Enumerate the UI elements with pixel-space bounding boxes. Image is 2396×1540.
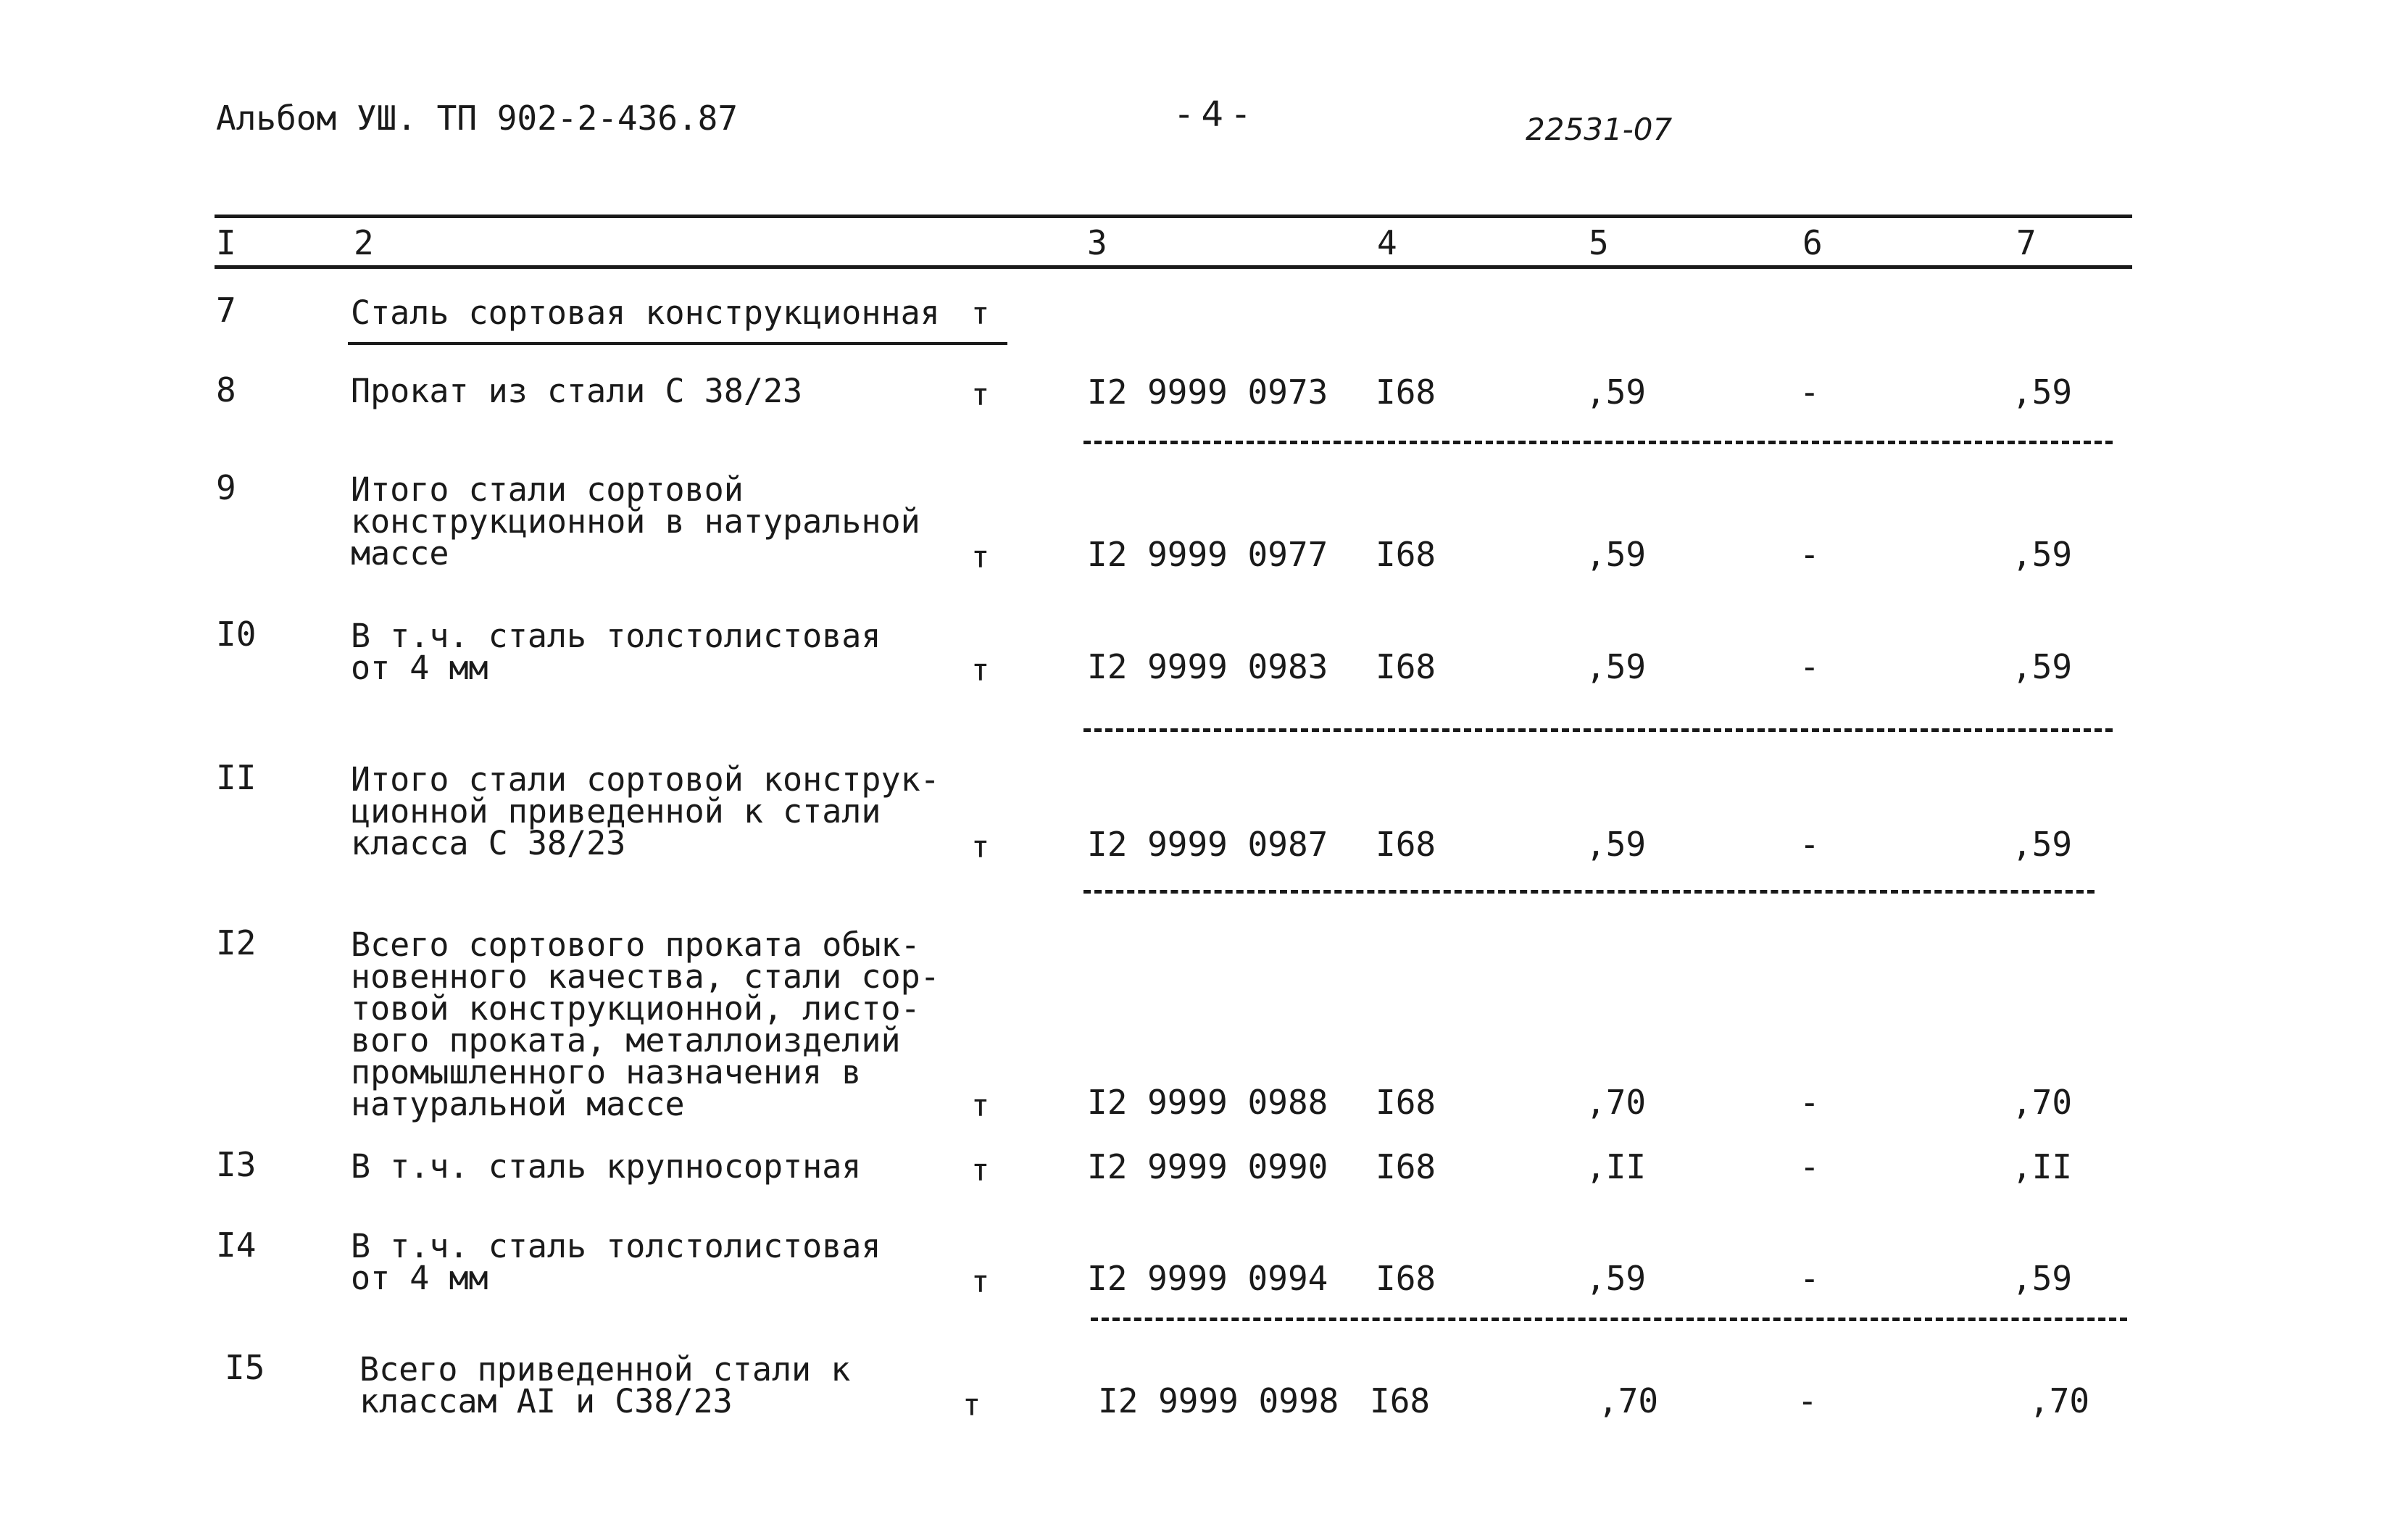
- dashed-separator: [1083, 890, 2095, 894]
- row-unit: т: [971, 1152, 990, 1188]
- row-number: I4: [216, 1225, 257, 1265]
- column-header-2: 2: [354, 223, 374, 262]
- row-col4: I68: [1376, 535, 1436, 574]
- row-code: I2 9999 0983: [1087, 647, 1328, 686]
- row-name: Итого стали сортовой конструк- ционной приведенной к стали класса С 38/23: [351, 760, 940, 862]
- row-number: I2: [216, 923, 257, 962]
- row-name: В т.ч. сталь толстолистовая от 4 мм: [351, 617, 881, 687]
- row-unit: т: [971, 829, 990, 865]
- row-col5: ,70: [1598, 1381, 1659, 1420]
- row-col4: I68: [1376, 372, 1436, 412]
- row-name: Сталь сортовая конструкционная: [351, 294, 940, 332]
- column-header-1: I: [216, 223, 236, 262]
- row-unit: т: [971, 296, 990, 331]
- row-col7: ,59: [2012, 1259, 2073, 1298]
- row-name: Всего сортового проката обык- новенного качества, стали сор- товой конструкционной, листо- вого проката, металлоизделий промышленного назначения в натуральной массе: [351, 925, 940, 1123]
- row-col7: ,59: [2012, 372, 2073, 412]
- dashed-separator: [1091, 1318, 2127, 1321]
- row-col7: ,59: [2012, 535, 2073, 574]
- row-col7: ,II: [2012, 1147, 2073, 1186]
- row-col6: -: [1800, 535, 1820, 574]
- column-header-7: 7: [2016, 223, 2037, 262]
- row-number: 8: [216, 370, 236, 409]
- page-number: - 4 -: [1178, 94, 1247, 135]
- row-code: I2 9999 0977: [1087, 535, 1328, 574]
- row-unit: т: [971, 1264, 990, 1299]
- row-col6: -: [1800, 1083, 1820, 1122]
- row-unit: т: [971, 652, 990, 688]
- row-number: I3: [216, 1145, 257, 1184]
- row-col7: ,59: [2012, 647, 2073, 686]
- row-code: I2 9999 0987: [1087, 825, 1328, 864]
- row-unit: т: [971, 377, 990, 412]
- row-col6: -: [1797, 1381, 1818, 1420]
- row-unit: т: [962, 1387, 981, 1423]
- row-number: I5: [225, 1348, 265, 1387]
- table-top-rule: [215, 215, 2132, 218]
- row-code: I2 9999 0988: [1087, 1083, 1328, 1122]
- row-col5: ,59: [1586, 1259, 1647, 1298]
- row-number: II: [216, 758, 257, 797]
- row-col4: I68: [1370, 1381, 1431, 1420]
- row-col5: ,59: [1586, 372, 1647, 412]
- album-title: Альбом УШ. ТП 902-2-436.87: [216, 99, 739, 138]
- row-col6: -: [1800, 647, 1820, 686]
- row-col5: ,70: [1586, 1083, 1647, 1122]
- row-name: В т.ч. сталь крупносортная: [351, 1147, 862, 1186]
- row-code: I2 9999 0998: [1098, 1381, 1339, 1420]
- row-name: Всего приведенной стали к классам АI и С38/23: [359, 1350, 851, 1420]
- row-code: I2 9999 0990: [1087, 1147, 1328, 1186]
- row-col4: I68: [1376, 825, 1436, 864]
- row-col5: ,59: [1586, 825, 1647, 864]
- row-col6: -: [1800, 825, 1820, 864]
- row-unit: т: [971, 1088, 990, 1123]
- row-col4: I68: [1376, 1147, 1436, 1186]
- row-col5: ,59: [1586, 647, 1647, 686]
- row-code: I2 9999 0973: [1087, 372, 1328, 412]
- row-col6: -: [1800, 1259, 1820, 1298]
- row-code: I2 9999 0994: [1087, 1259, 1328, 1298]
- row-col7: ,70: [2029, 1381, 2090, 1420]
- header-bottom-rule: [215, 265, 2132, 269]
- row-number: I0: [216, 615, 257, 654]
- row-col4: I68: [1376, 1083, 1436, 1122]
- column-header-5: 5: [1589, 223, 1609, 262]
- row-col7: ,59: [2012, 825, 2073, 864]
- row-col6: -: [1800, 372, 1820, 412]
- dashed-separator: [1083, 441, 2113, 444]
- row-unit: т: [971, 539, 990, 575]
- row-col5: ,59: [1586, 535, 1647, 574]
- document-number: 22531-07: [1526, 112, 1673, 147]
- column-header-3: 3: [1087, 223, 1107, 262]
- row-col4: I68: [1376, 1259, 1436, 1298]
- section-underline: [348, 342, 1007, 345]
- row-name: Прокат из стали С 38/23: [351, 372, 803, 410]
- row-number: 7: [216, 291, 236, 330]
- column-header-6: 6: [1802, 223, 1823, 262]
- row-col5: ,II: [1586, 1147, 1647, 1186]
- row-col4: I68: [1376, 647, 1436, 686]
- row-name: В т.ч. сталь толстолистовая от 4 мм: [351, 1227, 881, 1297]
- row-number: 9: [216, 468, 236, 507]
- column-header-4: 4: [1377, 223, 1397, 262]
- row-col7: ,70: [2012, 1083, 2073, 1122]
- dashed-separator: [1083, 728, 2113, 732]
- row-name: Итого стали сортовой конструкционной в натуральной массе: [351, 470, 920, 573]
- row-col6: -: [1800, 1147, 1820, 1186]
